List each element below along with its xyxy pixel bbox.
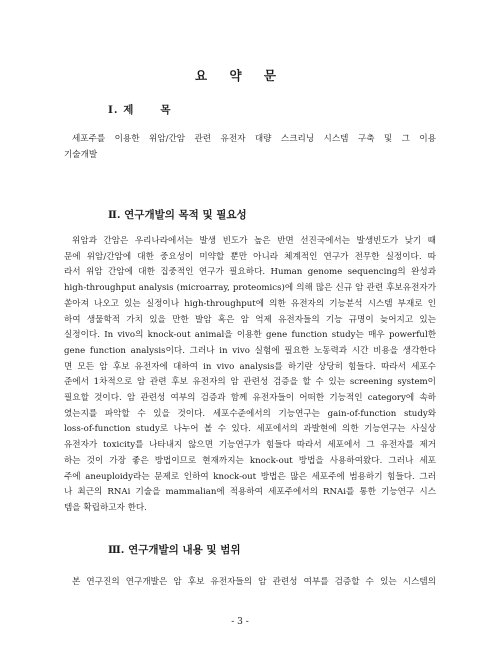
section-heading-scope: Ⅲ. 연구개발의 내용 및 범위 [108,544,241,556]
section-scope-paragraph [64,575,436,591]
paragraph-line: high-throughput analysis (microarray, proteomics)에 의해 많은 신규 암 관련 후보유전자가 [64,283,436,294]
section-title-paragraph [64,132,436,163]
section-heading-title-word: 목 [160,104,172,116]
paragraph-line: 실정이다. In vivo의 knock-out animal을 이용한 gene function study는 매우 powerful한 [64,330,436,341]
paragraph-line: 세포주를 이용한 위암/간암 관련 유전자 대량 스크리닝 시스템 구축 및 그 이용 [72,134,436,144]
paragraph-line: 필요할 것이다. 암 관련성 여부의 검증과 함께 유전자들이 어떠한 기능적인 category에 속하 [64,393,436,404]
paragraph-line: 유전자가 toxicity를 나타내지 않으면 기능연구가 힘들다 따라서 세포에서 그 유전자를 제거 [64,440,436,451]
paragraph-line: 본 연구진의 연구개발은 암 후보 유전자들의 암 관련성 여부를 검증할 수 있는 시스템의 [72,577,436,587]
paragraph-line: 면 모든 암 후보 유전자에 대하여 in vivo analysis를 하기란 상당히 힘들다. 따라서 세포수 [64,361,436,372]
page-number: - 3 - [231,617,249,627]
section-purpose-paragraph [64,234,436,517]
paragraph-line: 기술개발 [64,149,98,160]
paragraph-line: 라서 위암 간암에 대한 집중적인 연구가 필요하다. Human genome sequencing의 완성과 [64,267,436,278]
page-title: 요 약 문 [195,68,285,83]
paragraph-line: 나 최근의 RNAi 기술을 mammalian에 적용하여 세포주에서의 RNAi를 통한 기능연구 시스 [64,487,436,498]
paragraph-line: 쏟아져 나오고 있는 실정이나 high-throughput에 의한 유전자의 기능분석 시스템 부재로 인 [64,298,436,309]
paragraph-line: gene function analysis이다. 그러나 in vivo 실험에 필요한 노동력과 시간 비용을 생각한다 [64,345,436,356]
paragraph-line: loss-of-function study로 나누어 볼 수 있다. 세포에서의 과발현에 의한 기능연구는 사실상 [64,424,436,435]
paragraph-line: 문에 위암/간암에 대한 중요성이 미약할 뿐만 아니라 체계적인 연구가 전무한 실정이다. 따 [64,251,436,262]
paragraph-line: 주에 aneuploidy라는 문제로 인하여 knock-out 방법은 많은 세포주에 범용하기 힘들다. 그러 [64,471,436,482]
section-heading-purpose: Ⅱ. 연구개발의 목적 및 필요성 [108,209,247,221]
paragraph-line: 하여 생물학적 가치 있을 만한 발암 혹은 암 억제 유전자들의 기능 규명이 늦어지고 있는 [64,314,436,325]
paragraph-line: 위암과 간암은 우리나라에서는 발생 빈도가 높은 반면 선진국에서는 발생빈도가 낮기 때 [72,236,436,246]
paragraph-line: 였는지를 파악할 수 있을 것이다. 세포수준에서의 기능연구는 gain-of-function study와 [64,408,436,419]
paragraph-line: 템을 확립하고자 한다. [64,502,147,513]
paragraph-line: 하는 것이 가장 좋은 방법이므로 현재까지는 knock-out 방법을 사용하여왔다. 그러나 세포 [64,455,436,466]
section-heading-title-num: Ⅰ. 제 [108,104,135,116]
paragraph-line: 준에서 1차적으로 암 관련 후보 유전자의 암 관련성 검증을 할 수 있는 screening system이 [64,377,436,388]
section-heading-title [108,102,172,117]
